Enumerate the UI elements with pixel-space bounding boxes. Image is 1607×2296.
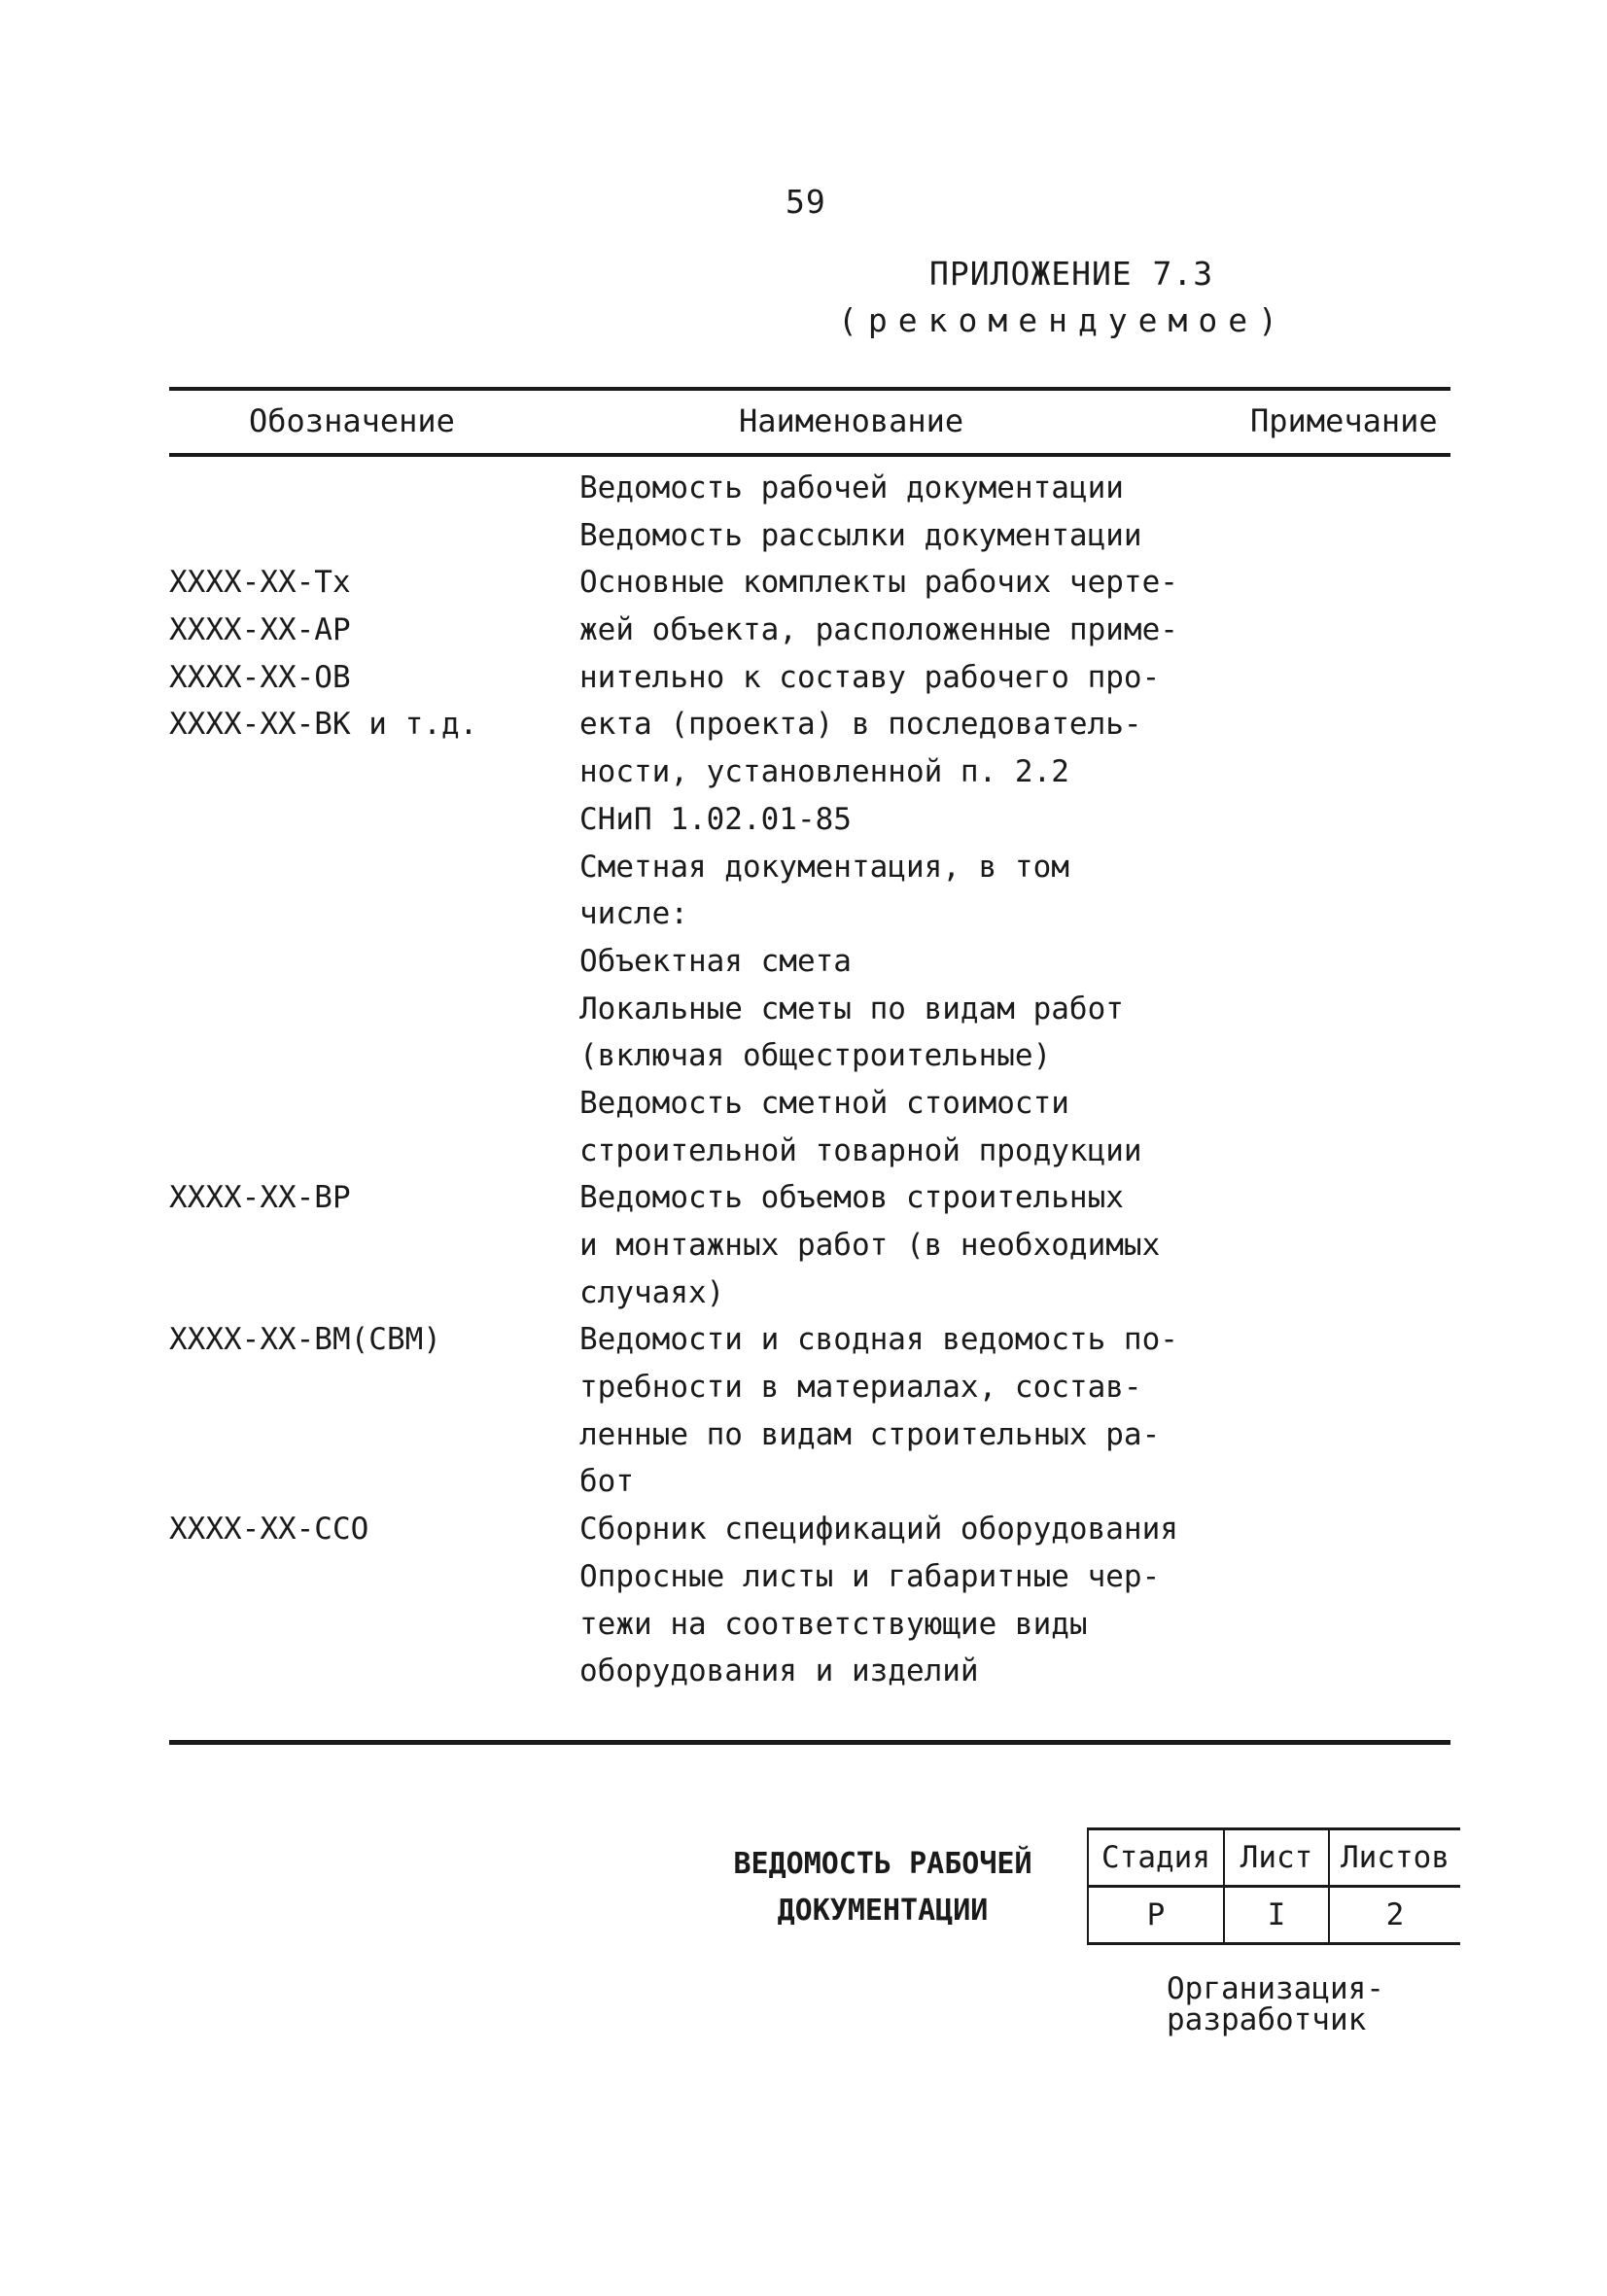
document-name-line: и монтажных работ (в необходимых [579, 1228, 1161, 1263]
table-top-rule [169, 387, 1450, 391]
row-name-cell [579, 465, 1279, 512]
table-row [169, 512, 1450, 560]
table-row [169, 844, 1450, 938]
document-name-line: Основные комплекты рабочих черте- [579, 565, 1178, 601]
document-name-line: нительно к составу рабочего про- [579, 659, 1161, 695]
table-row [169, 559, 1450, 843]
document-list-table [169, 465, 1450, 1695]
stamp-value-sheets: 2 [1329, 1887, 1460, 1944]
document-name-line: оборудования и изделий [579, 1653, 979, 1689]
stamp-title-line: ДОКУМЕНТАЦИИ [777, 1894, 989, 1928]
table-header-rule [169, 453, 1450, 457]
row-name-cell [579, 844, 1279, 938]
designation-code: ХХХХ-ХХ-АР [169, 612, 351, 648]
designation-code: ХХХХ-ХХ-ВР [169, 1180, 351, 1216]
document-name-line: Ведомость сметной стоимости [579, 1085, 1069, 1121]
document-name-line: случаях) [579, 1274, 725, 1310]
row-code-cell [169, 1316, 579, 1364]
stamp-value-stage: Р [1088, 1887, 1224, 1944]
table-row [169, 1316, 1450, 1506]
row-code-cell [169, 559, 579, 748]
document-name-line: (включая общестроительные) [579, 1038, 1052, 1074]
table-row [169, 1174, 1450, 1316]
appendix-subtitle: (рекомендуемое) [838, 301, 1289, 339]
table-row [169, 1080, 1450, 1174]
stamp-header-row [1088, 1829, 1460, 1887]
page-number: 59 [786, 183, 826, 221]
table-row [169, 938, 1450, 986]
column-header-name: Наименование [739, 402, 964, 439]
document-name-line: екта (проекта) в последователь- [579, 707, 1142, 743]
organization-label-line: Организация- [1167, 1971, 1384, 2006]
document-name-line: требности в материалах, состав- [579, 1370, 1142, 1406]
document-name-line: тежи на соответствующие виды [579, 1606, 1088, 1642]
document-name-line: ности, установленной п. 2.2 [579, 754, 1069, 790]
document-name-line: бот [579, 1464, 634, 1500]
row-name-cell [579, 1080, 1279, 1174]
document-name-line: Локальные сметы по видам работ [579, 991, 1124, 1026]
stamp-header-stage: Стадия [1088, 1829, 1224, 1887]
stamp-title [708, 1841, 1058, 1934]
table-row [169, 465, 1450, 512]
table-bottom-rule [169, 1740, 1450, 1745]
document-name-line: числе: [579, 896, 688, 932]
column-header-note: Примечание [1250, 402, 1438, 439]
document-name-line: ленные по видам строительных ра- [579, 1416, 1161, 1452]
document-name-line: Опросные листы и габаритные чер- [579, 1558, 1161, 1594]
row-name-cell [579, 938, 1279, 986]
row-code-cell [169, 1174, 579, 1222]
document-name-line: строительной товарной продукции [579, 1132, 1142, 1168]
designation-code: ХХХХ-ХХ-Тх [169, 565, 351, 601]
table-row [169, 1553, 1450, 1695]
document-name-line: Ведомость объемов строительных [579, 1180, 1124, 1216]
stamp-header-sheets: Листов [1329, 1829, 1460, 1887]
row-name-cell [579, 559, 1279, 843]
stamp-value-sheet: I [1224, 1887, 1329, 1944]
organization-label [1167, 1973, 1384, 2035]
column-header-code: Обозначение [249, 402, 455, 439]
row-name-cell [579, 1553, 1279, 1695]
appendix-title: ПРИЛОЖЕНИЕ 7.3 [929, 255, 1214, 293]
document-name-line: Ведомость рассылки документации [579, 517, 1142, 553]
stamp-value-row [1088, 1887, 1460, 1944]
document-name-line: Сметная документация, в том [579, 849, 1069, 885]
row-name-cell [579, 1316, 1279, 1506]
document-name-line: жей объекта, расположенные приме- [579, 612, 1178, 648]
stamp-header-sheet: Лист [1224, 1829, 1329, 1887]
designation-code: ХХХХ-ХХ-ОВ [169, 659, 351, 695]
row-name-cell [579, 986, 1279, 1080]
designation-code: ХХХХ-ХХ-ВК и т.д. [169, 707, 478, 743]
row-code-cell [169, 1506, 579, 1553]
document-name-line: СНиП 1.02.01-85 [579, 801, 852, 837]
table-row [169, 1506, 1450, 1553]
stamp-title-line: ВЕДОМОСТЬ РАБОЧЕЙ [733, 1847, 1032, 1881]
stamp-table [1087, 1827, 1460, 1945]
row-name-cell [579, 1506, 1279, 1553]
organization-label-line: разработчик [1167, 2002, 1367, 2037]
designation-code: ХХХХ-ХХ-ВМ(СВМ) [169, 1322, 441, 1358]
row-name-cell [579, 1174, 1279, 1316]
document-name-line: Ведомости и сводная ведомость по- [579, 1322, 1178, 1358]
row-name-cell [579, 512, 1279, 560]
document-name-line: Сборник спецификаций оборудования [579, 1512, 1178, 1548]
table-row [169, 986, 1450, 1080]
document-name-line: Объектная смета [579, 943, 852, 979]
document-name-line: Ведомость рабочей документации [579, 470, 1124, 505]
designation-code: ХХХХ-ХХ-ССО [169, 1512, 369, 1548]
